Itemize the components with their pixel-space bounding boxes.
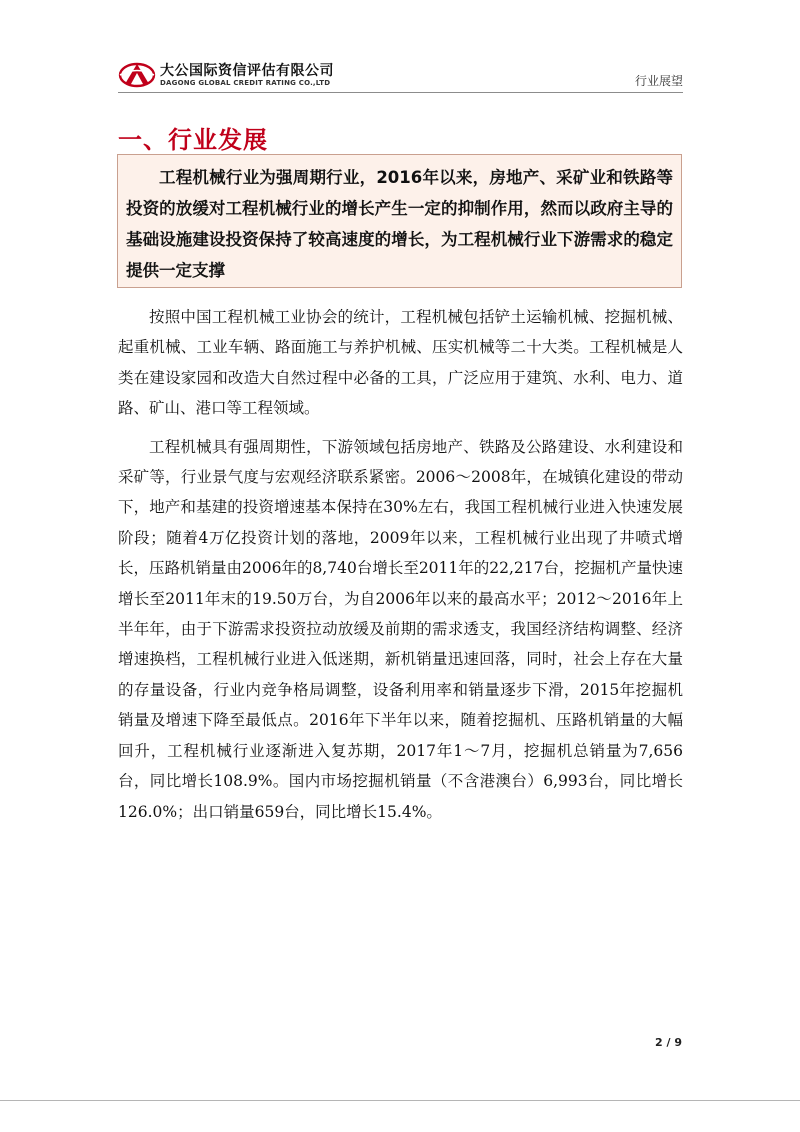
summary-box xyxy=(117,154,682,288)
company-name-en: DAGONG GLOBAL CREDIT RATING CO.,LTD xyxy=(160,79,331,87)
header-section-label: 行业展望 xyxy=(634,74,683,88)
footer-divider xyxy=(0,1100,800,1101)
summary-text: 工程机械行业为强周期行业，2016年以来，房地产、采矿业和铁路等投资的放缓对工程机械行业的增长产生一定的抑制作用，然而以政府主导的基础设施建设投资保持了较高速度的增长，为工程机械行业下游需求的稳定提供一定支撑 xyxy=(126,168,673,280)
page-number: 2 / 9 xyxy=(655,1036,682,1049)
dagong-logo-icon xyxy=(118,60,158,88)
body-paragraph: 工程机械具有强周期性，下游领域包括房地产、铁路及公路建设、水利建设和采矿等，行业景气度与宏观经济联系紧密。2006～2008年，在城镇化建设的带动下，地产和基建的投资增速基本保持在30%左右，我国工程机械行业进入快速发展阶段；随着4万亿投资计划的落地，2009年以来，工程机械行业出现了井喷式增长，压路机销量由2006年的8,740台增长至2011年的22,217台，挖掘机产量快速增长至2011年末的19.50万台，为自2006年以来的最高水平；2012～2016年上半年年，由于下游需求投资拉动放缓及前期的需求透支，我国经济结构调整、经济增速换档，工程机械行业进入低迷期，新机销量迅速回落，同时，社会上存在大量的存量设备，行业内竞争格局调整，设备利用率和销量逐步下滑，2015年挖掘机销量及增速下降至最低点。2016年下半年以来，随着挖掘机、压路机销量的大幅回升，工程机械行业逐渐进入复苏期，2017年1～7月，挖掘机总销量为7,656台，同比增长108.9%。国内市场挖掘机销量（不含港澳台）6,993台，同比增长126.0%；出口销量659台，同比增长15.4%。 xyxy=(118,437,684,821)
body-paragraph: 按照中国工程机械工业协会的统计，工程机械包括铲土运输机械、挖掘机械、起重机械、工业车辆、路面施工与养护机械、压实机械等二十大类。工程机械是人类在建设家园和改造大自然过程中必备的工具，广泛应用于建筑、水利、电力、道路、矿山、港口等工程领域。 xyxy=(118,308,683,418)
company-name-cn: 大公国际资信评估有限公司 xyxy=(160,63,334,79)
header-divider xyxy=(118,92,683,93)
section-title: 一、行业发展 xyxy=(118,126,268,154)
body-text xyxy=(118,302,683,835)
